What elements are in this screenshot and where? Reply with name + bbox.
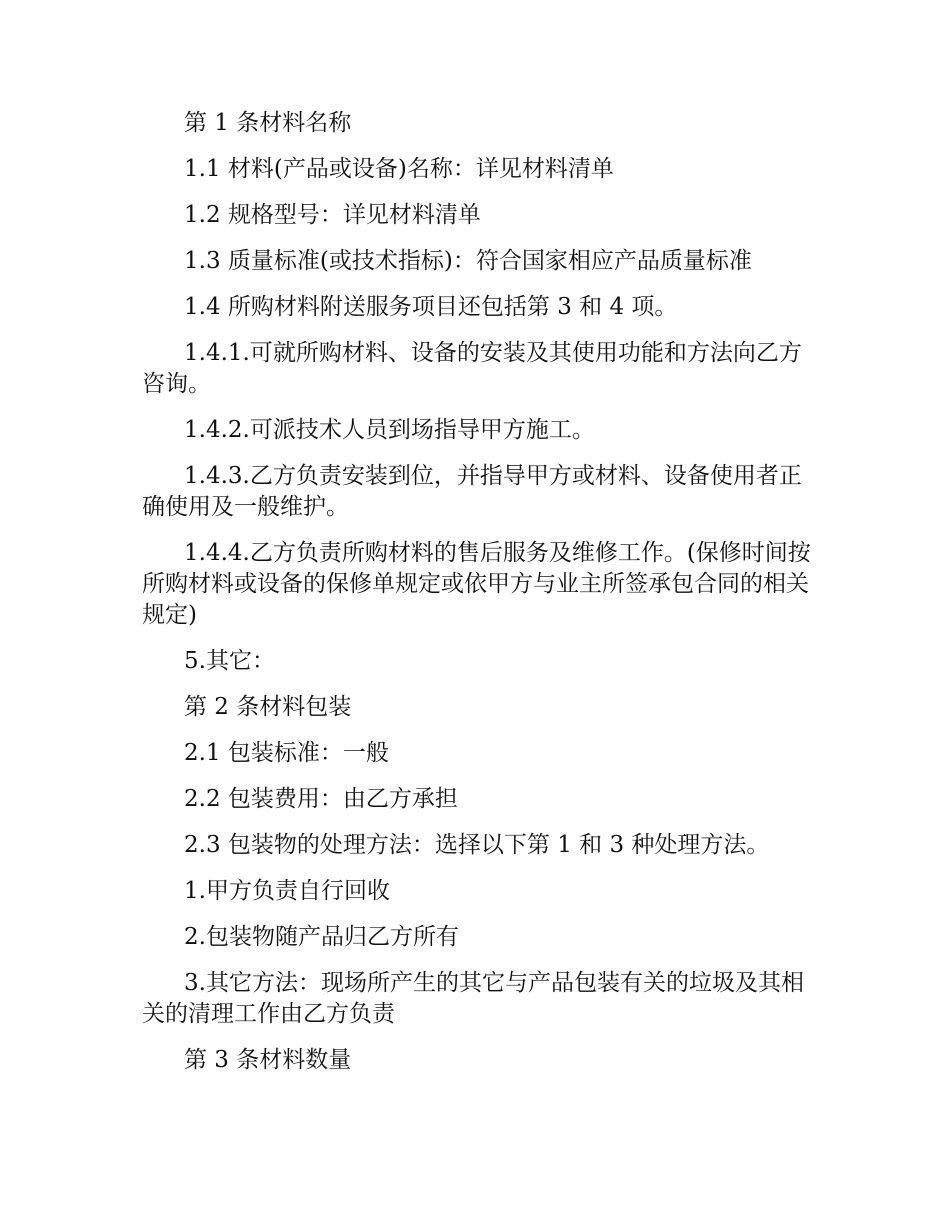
clause-1-4-1: 1.4.1.可就所购材料、设备的安装及其使用功能和方法向乙方咨询。	[142, 340, 802, 397]
clause-1-1: 1.1 材料(产品或设备)名称：详见材料清单	[184, 156, 614, 182]
section-heading-3: 第 3 条材料数量	[184, 1047, 352, 1073]
clause-1-4: 1.4 所购材料附送服务项目还包括第 3 和 4 项。	[184, 294, 678, 320]
clause-1-3: 1.3 质量标准(或技术指标)：符合国家相应产品质量标准	[184, 248, 752, 274]
clause-5-other: 5.其它：	[184, 648, 275, 674]
clause-1-4-2: 1.4.2.可派技术人员到场指导甲方施工。	[184, 417, 595, 443]
clause-2-1: 2.1 包装标准：一般	[184, 740, 389, 766]
document-body	[142, 108, 814, 1091]
option-3: 3.其它方法：现场所产生的其它与产品包装有关的垃圾及其相关的清理工作由乙方负责	[142, 970, 804, 1027]
section-heading-2: 第 2 条材料包装	[184, 694, 352, 720]
clause-2-2: 2.2 包装费用：由乙方承担	[184, 786, 458, 812]
clause-1-2: 1.2 规格型号：详见材料清单	[184, 202, 481, 228]
clause-2-3: 2.3 包装物的处理方法：选择以下第 1 和 3 种处理方法。	[184, 832, 770, 858]
section-heading-1: 第 1 条材料名称	[184, 110, 352, 136]
clause-1-4-3: 1.4.3.乙方负责安装到位，并指导甲方或材料、设备使用者正确使用及一般维护。	[142, 463, 802, 520]
option-1: 1.甲方负责自行回收	[184, 878, 390, 904]
clause-1-4-4: 1.4.4.乙方负责所购材料的售后服务及维修工作。(保修时间按所购材料或设备的保修单规定或依甲方与业主所签承包合同的相关规定)	[142, 540, 811, 628]
option-2: 2.包装物随产品归乙方所有	[184, 924, 459, 950]
